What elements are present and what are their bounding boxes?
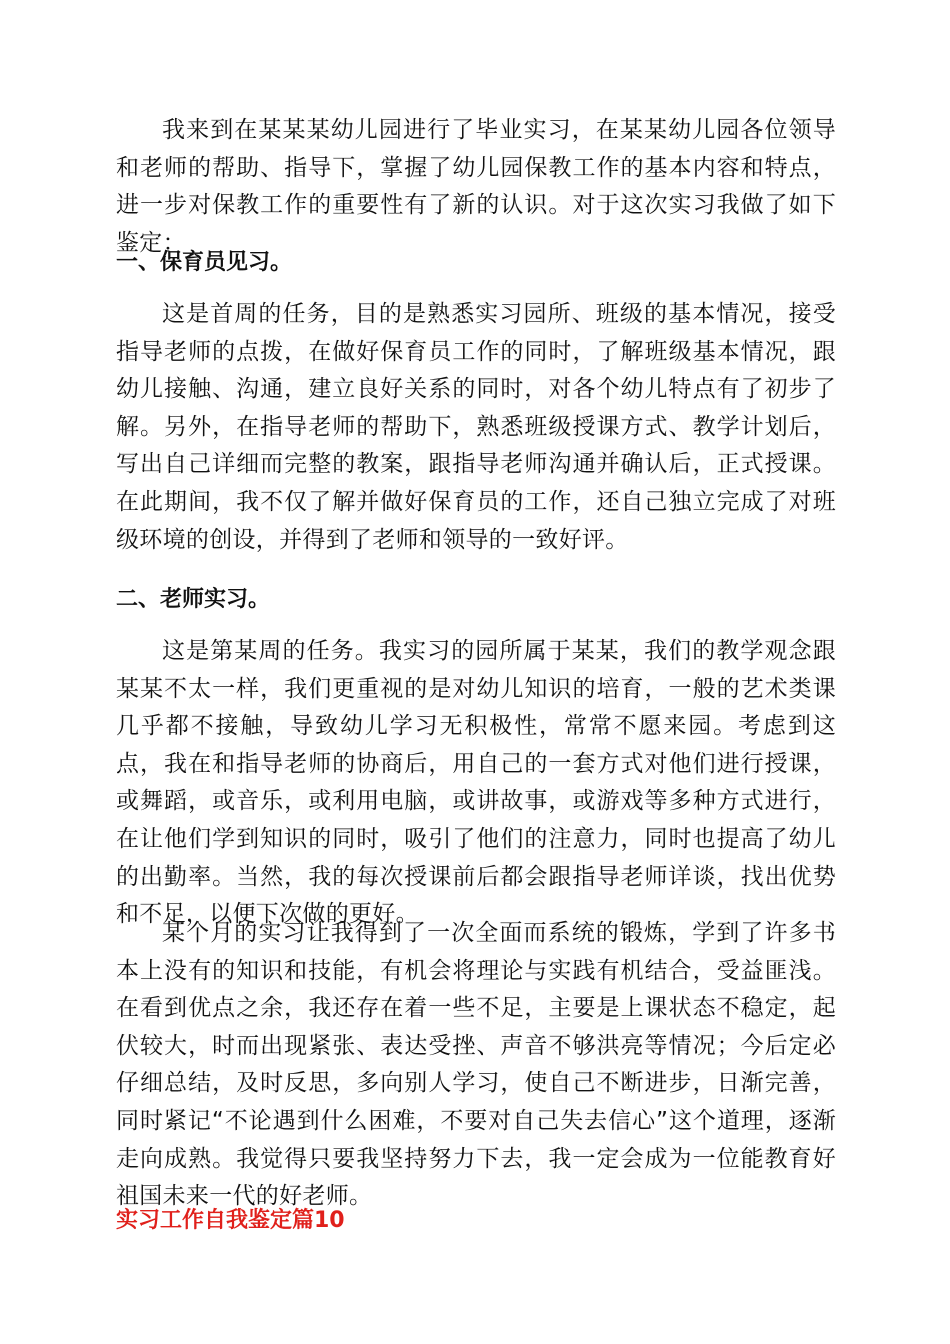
- heading-caregiver-internship: 一、保育员见习。: [116, 250, 293, 275]
- summary-paragraph: 某个月的实习让我得到了一次全面而系统的锻炼，学到了许多书本上没有的知识和技能，有机会将理论与实践有机结合，受益匪浅。在看到优点之余，我还存在着一些不足，主要是上课状态不稳定，起伏较大，时而出现紧张、表达受挫、声音不够洪亮等情况；今后定必仔细总结，及时反思，多向别人学习，使自己不断进步，日渐完善，同时紧记“不论遇到什么困难，不要对自己失去信心”这个道理，逐渐走向成熟。我觉得只要我坚持努力下去，我一定会成为一位能教育好祖国未来一代的好老师。: [116, 920, 836, 1210]
- intro-paragraph: 我来到在某某某幼儿园进行了毕业实习，在某某幼儿园各位领导和老师的帮助、指导下，掌握了幼儿园保教工作的基本内容和特点，进一步对保教工作的重要性有了新的认识。对于这次实习我做了如下鉴定：: [116, 117, 836, 256]
- section-title: 实习工作自我鉴定篇10: [116, 1208, 345, 1233]
- caregiver-paragraph: 这是首周的任务，目的是熟悉实习园所、班级的基本情况，接受指导老师的点拨，在做好保育员工作的同时，了解班级基本情况，跟幼儿接触、沟通，建立良好关系的同时，对各个幼儿特点有了初步了解。另外，在指导老师的帮助下，熟悉班级授课方式、教学计划后，写出自己详细而完整的教案，跟指导老师沟通并确认后，正式授课。在此期间，我不仅了解并做好保育员的工作，还自己独立完成了对班级环境的创设，并得到了老师和领导的一致好评。: [116, 301, 836, 553]
- heading-teacher-internship: 二、老师实习。: [116, 587, 271, 612]
- teacher-paragraph: 这是第某周的任务。我实习的园所属于某某，我们的教学观念跟某某不太一样，我们更重视的是对幼儿知识的培育，一般的艺术类课几乎都不接触，导致幼儿学习无积极性，常常不愿来园。考虑到这点，我在和指导老师的协商后，用自己的一套方式对他们进行授课，或舞蹈，或音乐，或利用电脑，或讲故事，或游戏等多种方式进行，在让他们学到知识的同时，吸引了他们的注意力，同时也提高了幼儿的出勤率。当然，我的每次授课前后都会跟指导老师详谈，找出优势和不足，以便下次做的更好。: [116, 638, 836, 928]
